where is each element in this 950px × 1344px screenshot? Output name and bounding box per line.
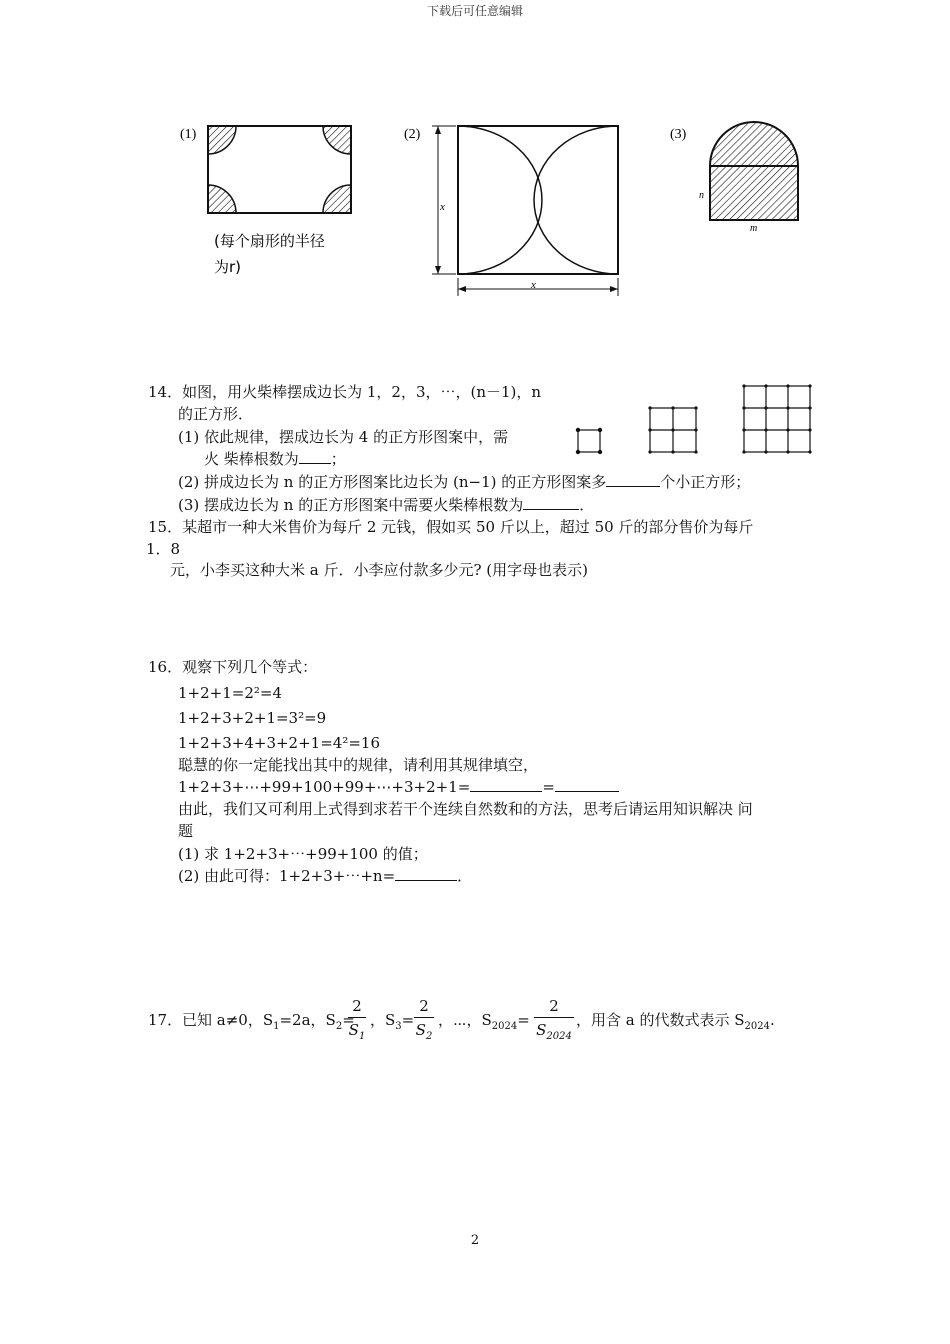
page-number: 2 (470, 1233, 480, 1248)
fig1-caption-2: 为r) (214, 258, 242, 276)
figure-2 (400, 118, 630, 303)
q16-part1: (1) 求 1+2+3+⋯+99+100 的值； (178, 845, 428, 863)
q15-line1: 15．某超市一种大米售价为每斤 2 元钱，假如买 50 斤以上，超过 50 斤的部分售价为每斤 (148, 518, 754, 536)
q16-eq3: 1+2+3+4+3+2+1=4²=16 (178, 734, 380, 752)
q16-thus1: 由此，我们又可利用上式得到求若干个连续自然数和的方法，思考后请运用知识解决 问 (178, 800, 753, 818)
q16-number: 16． (148, 658, 183, 676)
fraction-s2024: 2 $S_{2024}$ (532, 996, 576, 1048)
fig2-dim-bottom: x (531, 279, 536, 291)
fig1-label: (1) (180, 127, 197, 142)
answer-blank[interactable] (299, 449, 331, 464)
q16-eq4: 1+2+3+⋯+99+100+99+⋯+3+2+1= = (178, 777, 619, 797)
q14-part1-line2: 火 柴棒根数为 ； (204, 450, 346, 468)
fig3-dim-m: m (750, 223, 758, 234)
q14-part2: (2) 拼成边长为 n 的正方形图案比边长为 (n−1) 的正方形图案多 个小正方形； (178, 473, 751, 491)
fig2-label: (2) (404, 127, 421, 142)
answer-blank[interactable] (606, 472, 660, 487)
q16-eq2: 1+2+3+2+1=3²=9 (178, 709, 327, 727)
figure-1 (178, 118, 368, 288)
q14-part3: (3) 摆成边长为 n 的正方形图案中需要火柴棒根数为 ． (178, 496, 595, 514)
q16-smart: 聪慧的你一定能找出其中的规律，请利用其规律填空， (178, 756, 539, 774)
q17-number: 17． (148, 1011, 183, 1029)
page-header: 下载后可任意编辑 (426, 4, 523, 18)
q15-line3: 元，小李买这种大米 a 斤．小李应付款多少元? (用字母也表示) (170, 561, 588, 579)
answer-blank[interactable] (523, 495, 579, 510)
fraction-s2: 2 $S_1$ (348, 997, 366, 1042)
q16-eq1: 1+2+1=2²=4 (178, 684, 283, 702)
figure-3 (668, 118, 818, 238)
q14-number: 14． (148, 383, 183, 401)
answer-blank[interactable] (470, 777, 542, 792)
q16-part2: (2) 由此可得：1+2+3+⋯+n= ． (178, 867, 473, 885)
answer-blank[interactable] (555, 777, 619, 792)
matchstick-figures (570, 378, 820, 458)
q14-line2: 的正方形． (178, 405, 254, 423)
q15-number: 15． (148, 518, 183, 536)
fig2-dim-side: x (440, 201, 445, 213)
fig1-caption-1: (每个扇形的半径 (214, 232, 325, 250)
q14-part1: (1) 依此规律，摆成边长为 4 的正方形图案中，需 (178, 428, 509, 446)
q14-line1: 14．如图，用火柴棒摆成边长为 1，2，3，⋯，(n－1)，n (148, 383, 542, 401)
fraction-s3: 2 $S_2$ (415, 997, 433, 1042)
answer-blank[interactable] (395, 866, 457, 881)
fig3-dim-n: n (699, 190, 704, 201)
q16-thus2: 题 (178, 822, 194, 840)
fig3-label: (3) (670, 127, 687, 142)
q16-intro: 16．观察下列几个等式： (148, 658, 318, 676)
q15-line2: 1．8 (146, 540, 181, 558)
